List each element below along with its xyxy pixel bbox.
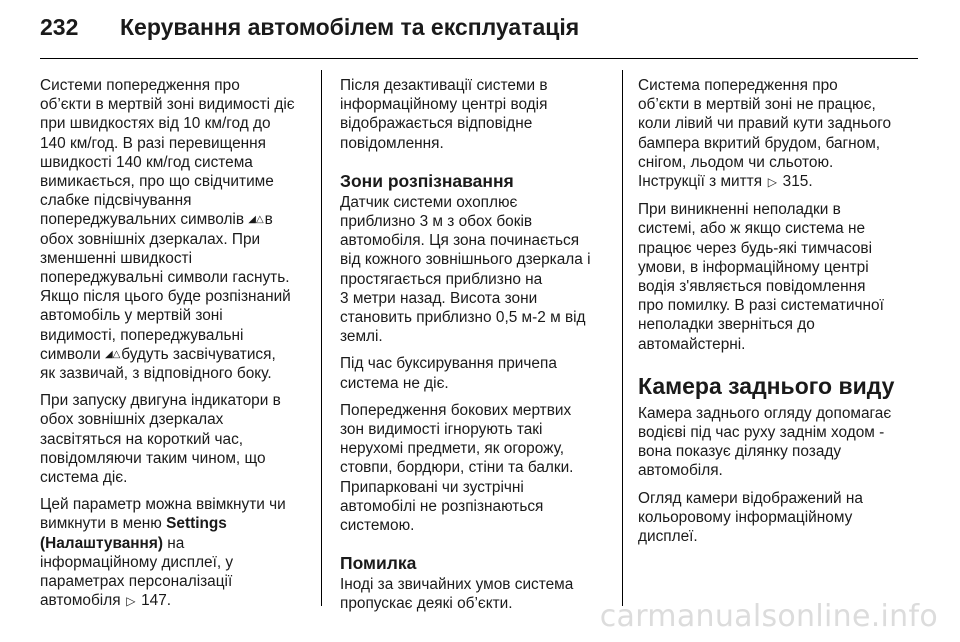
text-line: обох зовнішніх дзеркалах xyxy=(40,411,224,429)
text-line: вимикається, про що свідчитиме xyxy=(40,173,274,191)
paragraph xyxy=(40,495,308,611)
text-line: Якщо після цього буде розпізнаний xyxy=(40,288,291,306)
text-line: Системи попередження про xyxy=(40,77,240,94)
column-divider-2 xyxy=(622,70,623,606)
paragraph xyxy=(40,391,308,487)
text-line xyxy=(40,345,308,364)
text-line: зон видимості ігнорують такі xyxy=(340,421,543,439)
text-line xyxy=(40,591,308,611)
text-line: Камера заднього огляду допомагає xyxy=(638,404,892,422)
paragraph xyxy=(340,575,612,613)
text-line: пропускає деякі об’єкти. xyxy=(340,595,513,613)
text-line: дисплеї. xyxy=(638,528,698,546)
paragraph xyxy=(638,404,926,481)
text-line: засвітяться на короткий час, xyxy=(40,430,244,448)
site-watermark: carmanualsonline.info xyxy=(599,599,938,634)
paragraph xyxy=(638,200,926,354)
text-segment: будуть засвічуватися, xyxy=(121,345,276,363)
text-line: приблизно 3 м з обох боків xyxy=(340,213,533,231)
text-line xyxy=(40,210,308,229)
text-line xyxy=(40,534,308,553)
text-line: автомобіля. Ця зона починається xyxy=(340,232,580,250)
page-number: 232 xyxy=(40,14,79,40)
text-line: 3 метри назад. Висота зони xyxy=(340,289,538,307)
text-line: слабке підсвічування xyxy=(40,192,192,210)
text-line: неполадки зверніться до xyxy=(638,316,815,334)
paragraph xyxy=(638,76,926,192)
text-line: обох зовнішніх дзеркалах. При xyxy=(40,230,261,248)
text-line: водієві під час руху заднім ходом - xyxy=(638,424,885,442)
menu-path-settings-translation: (Налаштування) xyxy=(40,534,163,552)
text-line: попереджувальні символи гаснуть. xyxy=(40,269,290,287)
text-line: Припарковані чи зустрічні xyxy=(340,478,524,496)
text-line: становить приблизно 0,5 м-2 м від xyxy=(340,309,586,327)
text-line: Датчик системи охоплює xyxy=(340,193,518,211)
column-divider-1 xyxy=(321,70,322,606)
text-line: Цей параметр можна ввімкнути чи xyxy=(40,496,286,514)
column-3 xyxy=(638,76,926,554)
page-reference-arrow-icon: ▷ xyxy=(126,594,136,609)
text-line: про помилку. В разі систематичної xyxy=(638,297,884,315)
text-line: Огляд камери відображений на xyxy=(638,489,863,507)
text-line: автомайстерні. xyxy=(638,335,746,353)
text-line: системі, або ж якщо система не xyxy=(638,220,866,238)
page-reference: 147. xyxy=(141,592,172,610)
text-line: параметрах персоналізації xyxy=(40,573,233,591)
section-heading-rear-camera: Камера заднього виду xyxy=(638,372,895,399)
page-header xyxy=(40,14,579,50)
header-rule xyxy=(40,58,918,59)
text-line: інформаційному центрі водія xyxy=(340,96,548,114)
text-line: швидкості 140 км/год система xyxy=(40,153,253,171)
text-line: автомобіль у мертвій зоні xyxy=(40,307,223,325)
text-segment: вимкнути в меню xyxy=(40,515,162,533)
paragraph xyxy=(340,401,612,535)
text-segment: в xyxy=(264,211,273,229)
paragraph xyxy=(340,76,612,153)
text-line: видимості, попереджувальні xyxy=(40,326,244,344)
text-line: об’єкти в мертвій зоні не працює, xyxy=(638,96,876,114)
text-line: Іноді за звичайних умов система xyxy=(340,576,574,594)
text-line: система діє. xyxy=(40,469,128,487)
blind-spot-warning-icon: ◢△ xyxy=(104,348,121,360)
text-line: бампера вкритий брудом, багном, xyxy=(638,134,881,152)
paragraph xyxy=(40,76,308,383)
text-line: повідомляючи таким чином, що xyxy=(40,449,266,467)
text-segment: Інструкції з миття xyxy=(638,173,763,191)
text-line: від кожного зовнішнього дзеркала і xyxy=(340,251,591,269)
section-heading-error: Помилка xyxy=(340,553,417,574)
column-2 xyxy=(340,76,612,622)
text-segment: на xyxy=(167,534,185,552)
text-line: автомобілі не розпізнаються xyxy=(340,497,544,515)
page-reference-arrow-icon: ▷ xyxy=(767,175,777,190)
text-line: 140 км/год. В разі перевищення xyxy=(40,134,266,152)
paragraph xyxy=(340,193,612,347)
text-line xyxy=(638,172,926,192)
text-line: відображається відповідне xyxy=(340,115,533,133)
text-line: як зазвичай, з відповідного боку. xyxy=(40,365,272,383)
paragraph xyxy=(340,354,612,392)
menu-path-settings: Settings xyxy=(166,515,227,533)
text-line: умови, в інформаційному центрі xyxy=(638,258,869,276)
text-segment: попереджувальних символів xyxy=(40,211,245,229)
text-line: при швидкостях від 10 км/год до xyxy=(40,115,271,133)
text-line: При запуску двигуна індикатори в xyxy=(40,392,281,410)
text-line: снігом, льодом чи сльотою. xyxy=(638,153,834,171)
text-line: Попередження бокових мертвих xyxy=(340,401,572,419)
text-line: об’єкти в мертвій зоні видимості діє xyxy=(40,96,295,114)
text-line: стовпи, бордюри, стіни та балки. xyxy=(340,459,574,477)
text-line: системою. xyxy=(340,517,415,535)
column-1 xyxy=(40,76,308,619)
text-line: кольоровому інформаційному xyxy=(638,508,853,526)
text-line: інформаційному дисплеї, у xyxy=(40,553,234,571)
text-line: вона показує ділянку позаду xyxy=(638,443,842,461)
text-segment: автомобіля xyxy=(40,592,121,610)
text-line: Під час буксирування причепа xyxy=(340,355,557,373)
paragraph xyxy=(638,489,926,547)
text-line: автомобіля. xyxy=(638,462,723,480)
blind-spot-warning-icon: ◢△ xyxy=(248,214,264,226)
text-segment: символи xyxy=(40,345,101,363)
text-line: зменшенні швидкості xyxy=(40,249,193,267)
text-line: землі. xyxy=(340,328,383,346)
text-line: Після дезактивації системи в xyxy=(340,77,548,94)
section-heading-zones: Зони розпізнавання xyxy=(340,170,514,191)
page-reference: 315. xyxy=(782,173,813,191)
text-line: повідомлення. xyxy=(340,134,444,152)
text-line: водія з'являється повідомлення xyxy=(638,278,866,296)
text-line: працює через будь-які тимчасові xyxy=(638,239,873,257)
text-line: коли лівий чи правий кути заднього xyxy=(638,115,892,133)
text-line: Система попередження про xyxy=(638,77,838,94)
text-line: простягається приблизно на xyxy=(340,270,543,288)
text-line: нерухомі предмети, як огорожу, xyxy=(340,440,565,458)
chapter-title: Керування автомобілем та експлуатація xyxy=(120,14,580,40)
text-line: При виникненні неполадки в xyxy=(638,201,841,219)
text-line: система не діє. xyxy=(340,374,449,392)
text-line xyxy=(40,514,308,533)
